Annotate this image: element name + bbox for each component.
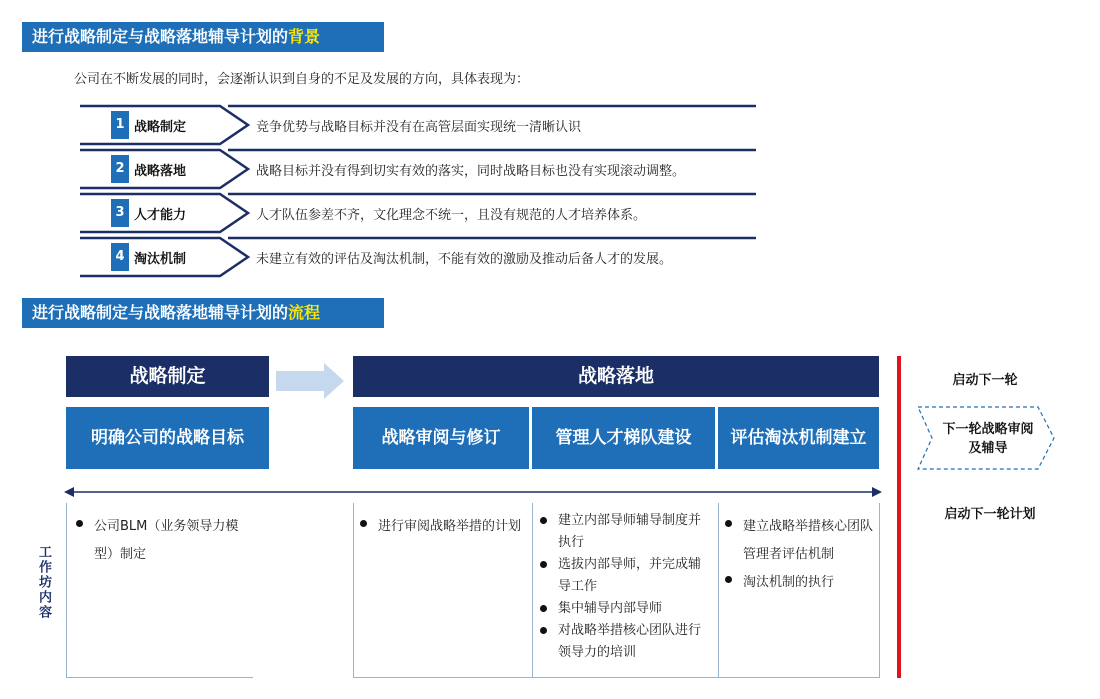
column-2-list <box>358 513 526 541</box>
red-divider <box>897 356 901 678</box>
process-title-highlight: 流程 <box>288 303 321 322</box>
background-title-highlight: 背景 <box>288 27 321 46</box>
sub-talent-pipeline: 管理人才梯队建设 <box>532 407 715 469</box>
list-item: 进行审阅战略举措的计划 <box>358 513 526 541</box>
row-4-text: 未建立有效的评估及淘汰机制，不能有效的激励及推动后备人才的发展。 <box>256 252 673 267</box>
list-item: 公司BLM（业务领导力模型）制定 <box>74 513 250 569</box>
sub-evaluation-mechanism: 评估淘汰机制建立 <box>718 407 879 469</box>
list-item: 建立内部导师辅导制度并执行 <box>538 510 710 554</box>
background-intro: 公司在不断发展的同时，会逐渐认识到自身的不足及发展的方向，具体表现为： <box>74 72 530 87</box>
next-round-plan: 启动下一轮计划 <box>944 507 1036 522</box>
row-2-number: 2 <box>111 155 129 183</box>
process-section-title <box>22 298 384 328</box>
row-1-text: 竞争优势与战略目标并没有在高管层面实现统一清晰认识 <box>256 120 582 135</box>
column-4-list <box>723 513 873 597</box>
row-3-number: 3 <box>111 199 129 227</box>
timeline-double-arrow <box>64 482 882 502</box>
row-1-label: 战略制定 <box>134 120 187 135</box>
list-item: 选拔内部导师，并完成辅导工作 <box>538 554 710 598</box>
list-item: 建立战略举措核心团队管理者评估机制 <box>723 513 873 569</box>
row-3-text: 人才队伍参差不齐，文化理念不统一，且没有规范的人才培养体系。 <box>256 208 647 223</box>
workshop-content-label: 工作坊内容 <box>36 545 51 620</box>
column-3-list <box>538 510 710 664</box>
row-4-label: 淘汰机制 <box>134 252 187 267</box>
phase-strategy-implementation: 战略落地 <box>353 356 879 397</box>
column-1-list <box>74 513 250 569</box>
list-item: 淘汰机制的执行 <box>723 569 873 597</box>
row-3-label: 人才能力 <box>134 208 187 223</box>
list-item: 对战略举措核心团队进行领导力的培训 <box>538 620 710 664</box>
row-2-label: 战略落地 <box>134 164 187 179</box>
list-item: 集中辅导内部导师 <box>538 598 710 620</box>
sub-strategy-review: 战略审阅与修订 <box>353 407 529 469</box>
process-title-prefix: 进行战略制定与战略落地辅导计划的 <box>32 303 289 322</box>
background-section-title <box>22 22 384 52</box>
row-2-text: 战略目标并没有得到切实有效的落实，同时战略目标也没有实现滚动调整。 <box>256 164 686 179</box>
sub-clarify-goals: 明确公司的战略目标 <box>66 407 269 469</box>
phase-arrow-icon <box>276 363 346 399</box>
next-round-review: 下一轮战略审阅及辅导 <box>942 422 1034 456</box>
background-title-prefix: 进行战略制定与战略落地辅导计划的 <box>32 27 289 46</box>
row-4-number: 4 <box>111 243 129 271</box>
row-1-number: 1 <box>111 111 129 139</box>
next-round-start: 启动下一轮 <box>952 373 1018 388</box>
phase-strategy-formulation: 战略制定 <box>66 356 269 397</box>
